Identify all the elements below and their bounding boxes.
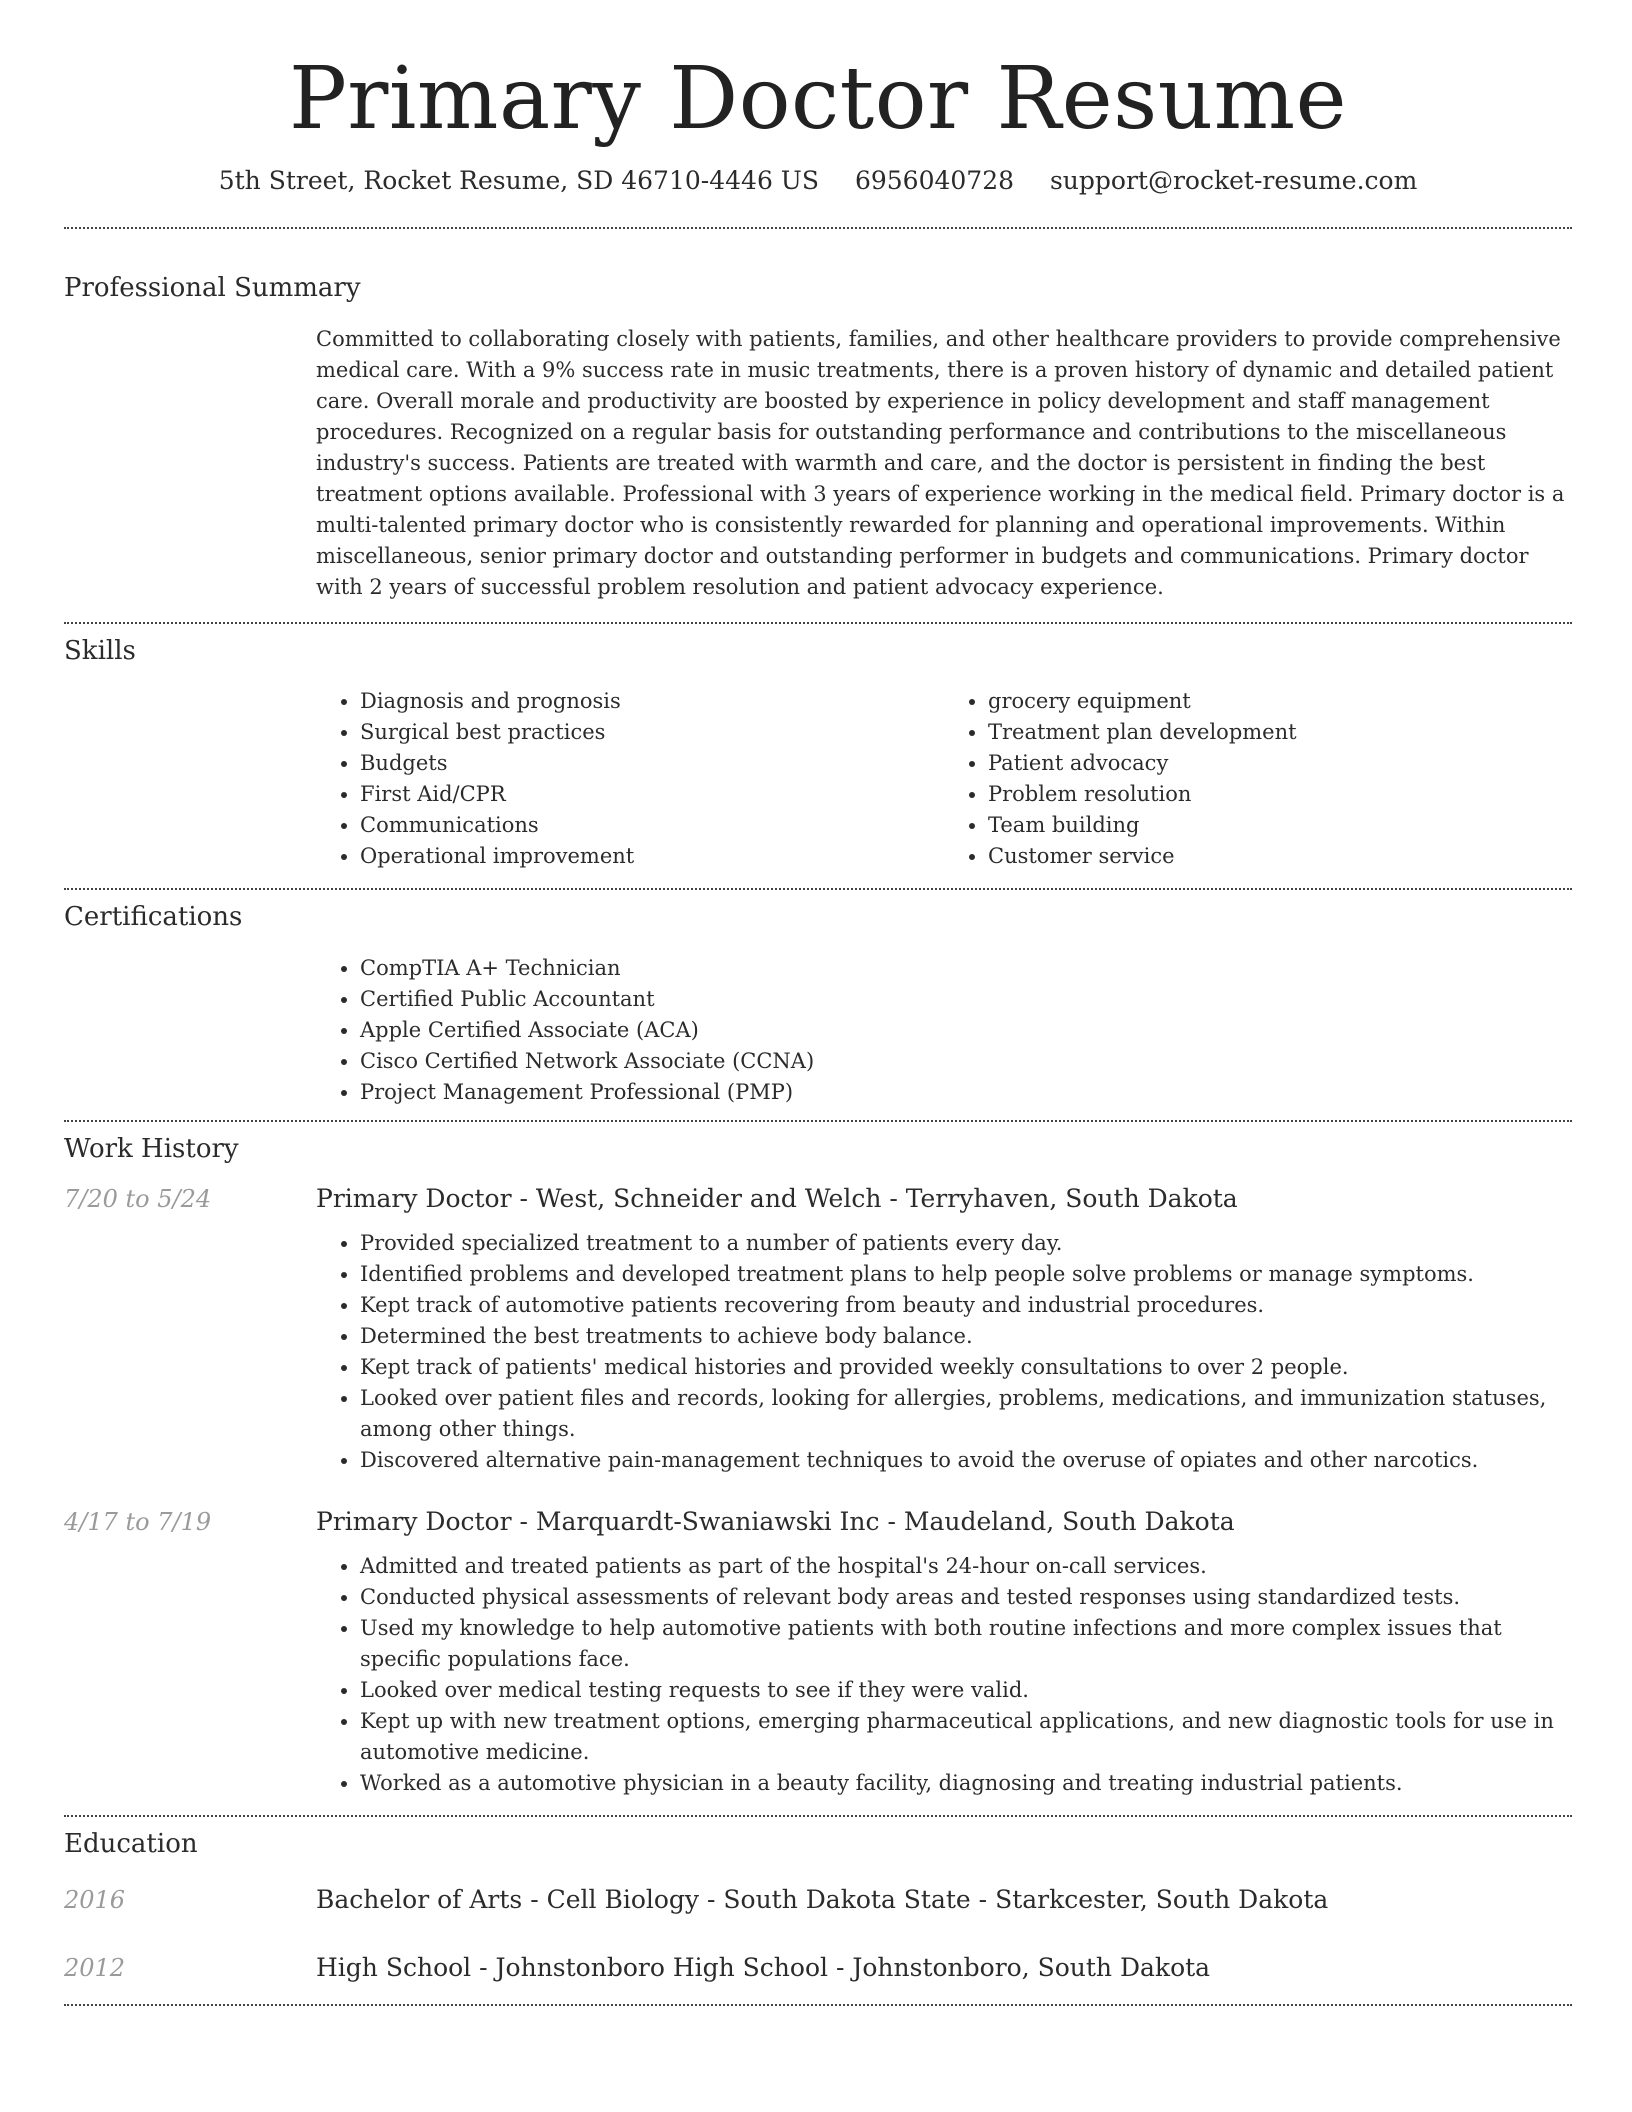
certification-item: • Cisco Certified Network Associate (CCNA)	[360, 1046, 1572, 1077]
skills-column-right	[944, 686, 1572, 872]
job-title: Primary Doctor - West, Schneider and Welch - Terryhaven, South Dakota	[316, 1183, 1238, 1213]
job-duties	[316, 1228, 1572, 1476]
certification-item: • CompTIA A+ Technician	[360, 953, 1572, 984]
job-duty-item: • Admitted and treated patients as part of the hospital's 24-hour on-call services.	[360, 1551, 1572, 1582]
certification-item: • Project Management Professional (PMP)	[360, 1077, 1572, 1108]
skill-item: • Customer service	[988, 841, 1572, 872]
skill-item: • Team building	[988, 810, 1572, 841]
skill-item: • Budgets	[360, 748, 944, 779]
job-duty-item: • Determined the best treatments to achieve body balance.	[360, 1321, 1572, 1352]
divider	[64, 227, 1572, 229]
job-dates: 7/20 to 5/24	[64, 1184, 212, 1213]
job-duty-item: • Discovered alternative pain-management techniques to avoid the overuse of opiates and other narcotics.	[360, 1445, 1572, 1476]
education-year: 2016	[64, 1886, 126, 1915]
education-year: 2012	[64, 1954, 126, 1983]
divider	[64, 888, 1572, 890]
job-duty-item: • Kept track of patients' medical histories and provided weekly consultations to over 2 people.	[360, 1352, 1572, 1383]
certifications-list	[316, 953, 1572, 1108]
divider	[64, 622, 1572, 624]
education-entry	[64, 1952, 1572, 1984]
education-entry	[64, 1884, 1572, 1916]
job-duties	[316, 1551, 1572, 1799]
section-title-summary: Professional Summary	[64, 273, 361, 304]
job-header	[64, 1183, 1572, 1215]
job-duty-item: • Looked over patient files and records, looking for allergies, problems, medications, and immunization statuses, among other things.	[360, 1383, 1572, 1445]
section-title-work-history: Work History	[64, 1133, 239, 1164]
job-duty-item: • Used my knowledge to help automotive patients with both routine infections and more complex issues that specific populations face.	[360, 1613, 1572, 1675]
job-duty-item: • Provided specialized treatment to a number of patients every day.	[360, 1228, 1572, 1259]
skill-item: • grocery equipment	[988, 686, 1572, 717]
skill-item: • Diagnosis and prognosis	[360, 686, 944, 717]
education-title: Bachelor of Arts - Cell Biology - South Dakota State - Starkcester, South Dakota	[316, 1885, 1329, 1915]
job-duty-item: • Worked as a automotive physician in a beauty facility, diagnosing and treating industrial patients.	[360, 1768, 1572, 1799]
education-title: High School - Johnstonboro High School - Johnstonboro, South Dakota	[316, 1953, 1211, 1983]
section-title-skills: Skills	[64, 636, 136, 667]
job-duty-item: • Conducted physical assessments of relevant body areas and tested responses using standardized tests.	[360, 1582, 1572, 1613]
divider	[64, 1815, 1572, 1817]
skills-list	[316, 686, 1572, 872]
job-duty-item: • Identified problems and developed treatment plans to help people solve problems or manage symptoms.	[360, 1259, 1572, 1290]
contact-phone: 6956040728	[854, 165, 1015, 195]
skill-item: • Communications	[360, 810, 944, 841]
certification-item: • Certified Public Accountant	[360, 984, 1572, 1015]
certification-item: • Apple Certified Associate (ACA)	[360, 1015, 1572, 1046]
job-title: Primary Doctor - Marquardt-Swaniawski Inc - Maudeland, South Dakota	[316, 1506, 1235, 1536]
section-title-certifications: Certifications	[64, 902, 243, 933]
section-title-education: Education	[64, 1828, 198, 1859]
skill-item: • Patient advocacy	[988, 748, 1572, 779]
divider	[64, 2004, 1572, 2006]
resume-page	[64, 0, 1572, 2006]
skills-column-left	[316, 686, 944, 872]
contact-address: 5th Street, Rocket Resume, SD 46710-4446 US	[218, 165, 819, 195]
job-dates: 4/17 to 7/19	[64, 1507, 212, 1536]
summary-text: Committed to collaborating closely with patients, families, and other healthcare providers to provide comprehensive medical care. With a 9% success rate in music treatments, there is a proven history of dynamic and detailed patient care. Overall morale and productivity are boosted by experience in policy development and staff management procedures. Recognized on a regular basis for outstanding performance and contributions to the miscellaneous industry's success. Patients are treated with warmth and care, and the doctor is persistent in finding the best treatment options available. Professional with 3 years of experience working in the medical field. Primary doctor is a multi-talented primary doctor who is consistently rewarded for planning and operational improvements. Within miscellaneous, senior primary doctor and outstanding performer in budgets and communications. Primary doctor with 2 years of successful problem resolution and patient advocacy experience.	[316, 327, 1565, 600]
contact-email: support@rocket-resume.com	[1049, 165, 1418, 195]
job-header	[64, 1506, 1572, 1538]
skill-item: • Operational improvement	[360, 841, 944, 872]
contact-line	[64, 165, 1572, 198]
resume-title: Primary Doctor Resume	[288, 49, 1348, 149]
job-duty-item: • Kept up with new treatment options, emerging pharmaceutical applications, and new diagnostic tools for use in automotive medicine.	[360, 1706, 1572, 1768]
skill-item: • Problem resolution	[988, 779, 1572, 810]
job-duty-item: • Kept track of automotive patients recovering from beauty and industrial procedures.	[360, 1290, 1572, 1321]
skill-item: • First Aid/CPR	[360, 779, 944, 810]
divider	[64, 1120, 1572, 1122]
job-duty-item: • Looked over medical testing requests to see if they were valid.	[360, 1675, 1572, 1706]
skill-item: • Surgical best practices	[360, 717, 944, 748]
skill-item: • Treatment plan development	[988, 717, 1572, 748]
